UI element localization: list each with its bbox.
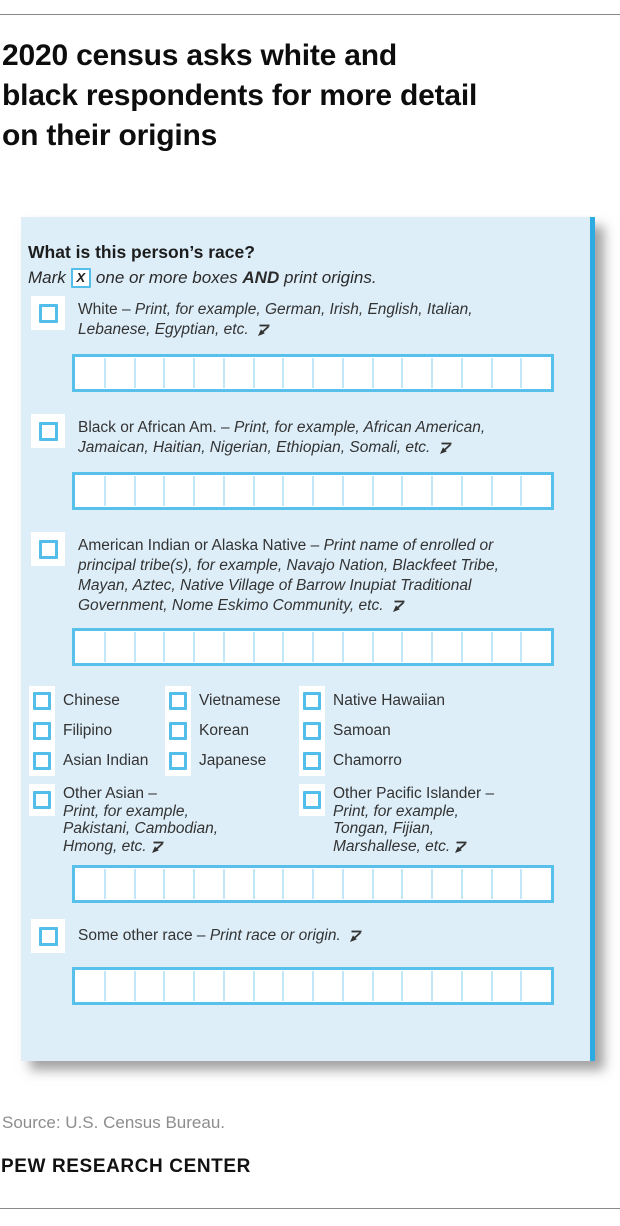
page-title	[2, 36, 602, 156]
checkbox-icon	[33, 791, 51, 809]
checkbox-icon	[169, 752, 187, 770]
filipino-label: Filipino	[63, 722, 113, 739]
category-description-line: Tongan, Fijian,	[333, 820, 435, 837]
checkbox-icon	[303, 791, 321, 809]
write-in-cell	[372, 632, 402, 662]
print-arrow-icon	[150, 841, 165, 854]
write-in-cell	[342, 971, 372, 1001]
american-indian-write-in-box[interactable]	[72, 628, 554, 666]
write-in-cell	[223, 632, 253, 662]
print-arrow-icon	[256, 324, 271, 337]
write-in-cell	[312, 632, 342, 662]
checkbox-icon	[33, 722, 51, 740]
american-indian-category-text	[78, 536, 540, 616]
write-in-cell	[193, 971, 223, 1001]
other-asian-pacific-write-in-box[interactable]	[72, 865, 554, 903]
asian-pacific-grid	[29, 686, 590, 855]
write-in-cell	[163, 869, 193, 899]
chamorro-checkbox[interactable]	[299, 746, 325, 776]
write-in-cell	[372, 869, 402, 899]
category-description: Print name of enrolled or principal tribe(s), for example, Navajo Nation, Blackfeet Tribe, Mayan, Aztec, Native Village of Barrow Inupiat Traditional Government, Nome Eskimo Community, etc.	[78, 537, 499, 614]
write-in-cell	[372, 476, 402, 506]
korean-checkbox[interactable]	[165, 716, 191, 746]
vietnamese-label: Vietnamese	[199, 692, 281, 709]
write-in-cell	[401, 632, 431, 662]
checkbox-icon	[33, 752, 51, 770]
other-pacific-islander-row	[299, 784, 565, 855]
category-description: Print, for example, African American, Jamaican, Haitian, Nigerian, Ethiopian, Somali, etc.	[78, 419, 486, 456]
write-in-cell	[104, 632, 134, 662]
write-in-cell	[134, 869, 164, 899]
write-in-cell	[253, 869, 283, 899]
category-label: White	[78, 301, 118, 318]
category-description-line	[333, 838, 494, 856]
chinese-row	[29, 686, 165, 716]
write-in-cell	[76, 358, 104, 388]
grid-column-3	[299, 686, 565, 855]
write-in-cell	[461, 869, 491, 899]
checkbox-icon	[169, 692, 187, 710]
write-in-cell	[223, 358, 253, 388]
checkbox-icon	[303, 752, 321, 770]
write-in-cell	[491, 869, 521, 899]
write-in-cell	[520, 869, 550, 899]
write-in-cell	[134, 358, 164, 388]
samoan-row	[299, 716, 565, 746]
some-other-race-text	[78, 927, 363, 945]
other-pacific-islander-checkbox[interactable]	[299, 784, 325, 816]
write-in-cell	[282, 971, 312, 1001]
write-in-cell	[253, 971, 283, 1001]
write-in-cell	[282, 869, 312, 899]
chinese-checkbox[interactable]	[29, 686, 55, 716]
mark-instruction	[28, 268, 590, 288]
black-write-in-box[interactable]	[72, 472, 554, 510]
category-description-text: Marshallese, etc.	[333, 837, 451, 855]
category-label: Other Pacific Islander –	[333, 785, 495, 802]
asian-indian-row	[29, 746, 165, 776]
print-arrow-icon	[348, 930, 363, 943]
write-in-cell	[76, 632, 104, 662]
filipino-checkbox[interactable]	[29, 716, 55, 746]
write-in-cell	[461, 358, 491, 388]
write-in-cell	[134, 476, 164, 506]
checkbox-icon	[39, 422, 58, 441]
chamorro-label: Chamorro	[333, 752, 402, 769]
instruction-middle: one or more boxes	[95, 268, 238, 287]
write-in-cell	[163, 476, 193, 506]
write-in-cell	[76, 476, 104, 506]
print-arrow-icon	[391, 600, 406, 613]
american-indian-category-row	[31, 532, 590, 616]
category-description: Print, for example, German, Irish, English, Italian, Lebanese, Egyptian, etc.	[78, 301, 473, 338]
category-label: Some other race	[78, 927, 193, 944]
write-in-cell	[193, 476, 223, 506]
category-description: Print race or origin.	[209, 927, 341, 944]
write-in-cell	[163, 632, 193, 662]
samoan-label: Samoan	[333, 722, 391, 739]
write-in-cell	[372, 971, 402, 1001]
write-in-cell	[431, 476, 461, 506]
write-in-cell	[342, 358, 372, 388]
write-in-cell	[491, 476, 521, 506]
title-line-1: 2020 census asks white and	[2, 39, 398, 72]
some-other-race-write-in-box[interactable]	[72, 967, 554, 1005]
census-form-card	[21, 217, 595, 1061]
write-in-cell	[193, 869, 223, 899]
category-label: Other Asian –	[63, 785, 157, 802]
source-note: Source: U.S. Census Bureau.	[2, 1113, 226, 1132]
write-in-cell	[372, 358, 402, 388]
write-in-cell	[401, 358, 431, 388]
korean-row	[165, 716, 299, 746]
write-in-cell	[163, 971, 193, 1001]
black-checkbox[interactable]	[31, 414, 65, 448]
write-in-cell	[76, 971, 104, 1001]
black-category-row	[31, 414, 590, 458]
asian-indian-checkbox[interactable]	[29, 746, 55, 776]
write-in-cell	[461, 476, 491, 506]
write-in-cell	[342, 476, 372, 506]
checkbox-icon	[39, 304, 58, 323]
chamorro-row	[299, 746, 565, 776]
category-label: Black or African Am.	[78, 419, 217, 436]
write-in-cell	[520, 476, 550, 506]
checkbox-icon	[169, 722, 187, 740]
native-hawaiian-checkbox[interactable]	[299, 686, 325, 716]
write-in-cell	[104, 971, 134, 1001]
write-in-cell	[401, 476, 431, 506]
white-category-row	[31, 296, 590, 340]
other-pacific-islander-text	[333, 785, 494, 855]
grid-column-1	[29, 686, 219, 855]
print-arrow-icon	[438, 442, 453, 455]
write-in-cell	[223, 476, 253, 506]
write-in-cell	[520, 358, 550, 388]
other-asian-checkbox[interactable]	[29, 784, 55, 816]
write-in-cell	[282, 632, 312, 662]
write-in-cell	[342, 869, 372, 899]
pew-research-center-footer: PEW RESEARCH CENTER	[1, 1156, 251, 1177]
japanese-row	[165, 746, 299, 776]
title-line-3: on their origins	[2, 119, 218, 152]
write-in-cell	[491, 971, 521, 1001]
write-in-cell	[253, 632, 283, 662]
instruction-and: AND	[242, 268, 280, 287]
write-in-cell	[520, 632, 550, 662]
some-other-race-row	[31, 919, 590, 953]
samoan-checkbox[interactable]	[299, 716, 325, 746]
black-category-text	[78, 418, 540, 458]
japanese-label: Japanese	[199, 752, 267, 769]
category-description-line: Print, for example,	[63, 802, 189, 820]
some-other-race-checkbox[interactable]	[31, 919, 65, 953]
write-in-cell	[520, 971, 550, 1001]
write-in-cell	[104, 476, 134, 506]
write-in-cell	[163, 358, 193, 388]
write-in-cell	[461, 971, 491, 1001]
write-in-cell	[401, 869, 431, 899]
category-description-text: Hmong, etc.	[63, 837, 147, 855]
write-in-cell	[312, 869, 342, 899]
instruction-prefix: Mark	[28, 268, 66, 287]
write-in-cell	[491, 632, 521, 662]
american-indian-checkbox[interactable]	[31, 532, 65, 566]
dash: –	[121, 301, 131, 318]
other-asian-row	[29, 784, 219, 855]
write-in-cell	[104, 358, 134, 388]
grid-column-2	[165, 686, 299, 855]
instruction-suffix: print origins.	[283, 268, 377, 287]
write-in-cell	[431, 632, 461, 662]
write-in-cell	[431, 358, 461, 388]
native-hawaiian-row	[299, 686, 565, 716]
write-in-cell	[312, 476, 342, 506]
write-in-cell	[134, 971, 164, 1001]
dash: –	[196, 927, 206, 944]
japanese-checkbox[interactable]	[165, 746, 191, 776]
dash: –	[310, 537, 320, 554]
race-question: What is this person’s race?	[28, 242, 255, 262]
asian-indian-label: Asian Indian	[63, 752, 149, 769]
checkbox-icon	[33, 692, 51, 710]
write-in-cell	[431, 869, 461, 899]
write-in-cell	[312, 358, 342, 388]
filipino-row	[29, 716, 165, 746]
white-category-text	[78, 300, 540, 340]
write-in-cell	[253, 476, 283, 506]
write-in-cell	[312, 971, 342, 1001]
write-in-cell	[134, 632, 164, 662]
category-description-line: Print, for example,	[333, 802, 459, 820]
top-divider	[0, 14, 620, 15]
category-label: American Indian or Alaska Native	[78, 537, 307, 554]
white-checkbox[interactable]	[31, 296, 65, 330]
write-in-cell	[104, 869, 134, 899]
write-in-cell	[282, 358, 312, 388]
write-in-cell	[193, 632, 223, 662]
checkbox-icon	[39, 540, 58, 559]
chinese-label: Chinese	[63, 692, 120, 709]
write-in-cell	[253, 358, 283, 388]
write-in-cell	[223, 971, 253, 1001]
write-in-cell	[401, 971, 431, 1001]
checkbox-icon	[39, 927, 58, 946]
write-in-cell	[282, 476, 312, 506]
category-description-line: Pakistani, Cambodian,	[63, 820, 219, 837]
korean-label: Korean	[199, 722, 249, 739]
title-line-2: black respondents for more detail	[2, 79, 478, 112]
write-in-cell	[223, 869, 253, 899]
checkbox-icon	[303, 722, 321, 740]
dash: –	[221, 419, 230, 436]
mark-x-box: X	[71, 268, 92, 288]
checkbox-icon	[303, 692, 321, 710]
write-in-cell	[193, 358, 223, 388]
write-in-cell	[491, 358, 521, 388]
bottom-divider	[0, 1208, 620, 1209]
white-write-in-box[interactable]	[72, 354, 554, 392]
write-in-cell	[342, 632, 372, 662]
print-arrow-icon	[453, 841, 468, 854]
write-in-cell	[461, 632, 491, 662]
vietnamese-checkbox[interactable]	[165, 686, 191, 716]
native-hawaiian-label: Native Hawaiian	[333, 692, 445, 709]
write-in-cell	[431, 971, 461, 1001]
write-in-cell	[76, 869, 104, 899]
vietnamese-row	[165, 686, 299, 716]
